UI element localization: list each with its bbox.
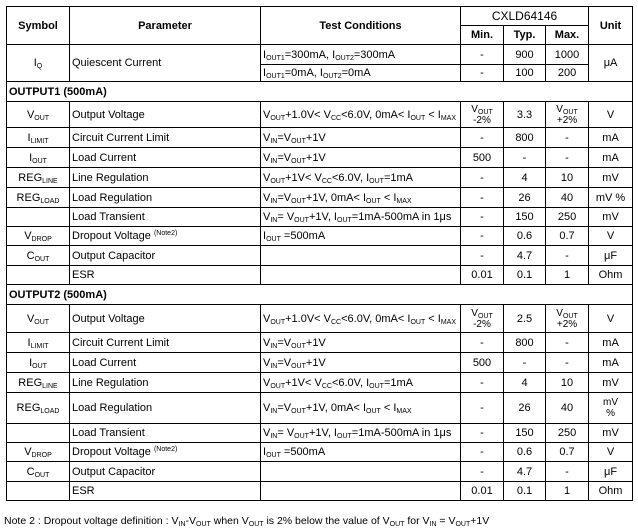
- iout-1-symbol: $I_{OUT}$: [7, 148, 70, 168]
- cout-2-typ: 4.7: [504, 462, 546, 482]
- regline-1-min: -: [461, 168, 504, 188]
- transient-2-min: -: [461, 424, 504, 443]
- table-row: [7, 333, 633, 353]
- ilimit-1-unit: mA: [589, 128, 633, 148]
- vout-1-symbol: $V_{OUT}$: [7, 102, 70, 128]
- cout-1-typ: 4.7: [504, 246, 546, 266]
- regline-1-parameter: Line Regulation: [70, 168, 261, 188]
- parameter-header: Parameter: [70, 7, 261, 45]
- iq-2-typ: 100: [504, 65, 546, 82]
- iout-1-max: -: [546, 148, 589, 168]
- table-row: [7, 462, 633, 482]
- regline-2-min: -: [461, 373, 504, 393]
- vout-2-symbol: $V_{OUT}$: [7, 305, 70, 333]
- regline-1-typ: 4: [504, 168, 546, 188]
- iout-1-unit: mA: [589, 148, 633, 168]
- vout-1-unit: V: [589, 102, 633, 128]
- table-row: [7, 102, 633, 128]
- vout-2-unit: V: [589, 305, 633, 333]
- vdrop-2-typ: 0.6: [504, 443, 546, 462]
- vout-2-min: $V_{OUT}$ -2%: [461, 305, 504, 333]
- vout-2-typ: 2.5: [504, 305, 546, 333]
- transient-1-unit: mV: [589, 208, 633, 227]
- esr-2-max: 1: [546, 482, 589, 501]
- table-row: [7, 128, 633, 148]
- iout-1-min: 500: [461, 148, 504, 168]
- vdrop-1-typ: 0.6: [504, 227, 546, 246]
- symbol-header: Symbol: [7, 7, 70, 45]
- regload-1-symbol: $REG_{LOAD}$: [7, 188, 70, 208]
- iq-2-max: 200: [546, 65, 589, 82]
- vout-1-max: $V_{OUT}$ +2%: [546, 102, 589, 128]
- unit-header: Unit: [589, 7, 633, 45]
- ilimit-2-conditions: $V_{IN}=V_{OUT}+1V$: [261, 333, 461, 353]
- table-row: [7, 482, 633, 501]
- vdrop-1-parameter: Dropout Voltage $^{(Note2)}$: [70, 227, 261, 246]
- esr-2-symbol: [7, 482, 70, 501]
- ilimit-1-typ: 800: [504, 128, 546, 148]
- iq-1-typ: 900: [504, 45, 546, 65]
- section-label: OUTPUT1 (500mA): [7, 82, 633, 102]
- esr-1-conditions: [261, 266, 461, 285]
- vdrop-1-conditions: $I_{OUT} =500mA$: [261, 227, 461, 246]
- transient-1-parameter: Load Transient: [70, 208, 261, 227]
- vout-2-max: $V_{OUT}$ +2%: [546, 305, 589, 333]
- esr-1-symbol: [7, 266, 70, 285]
- transient-1-symbol: [7, 208, 70, 227]
- iout-2-unit: mA: [589, 353, 633, 373]
- table-row: [7, 168, 633, 188]
- section-label: OUTPUT2 (500mA): [7, 285, 633, 305]
- regload-2-min: -: [461, 393, 504, 424]
- regload-2-unit: mV %: [589, 393, 633, 424]
- vdrop-1-unit: V: [589, 227, 633, 246]
- cout-2-symbol: $C_{OUT}$: [7, 462, 70, 482]
- transient-1-conditions: $V_{IN}= V_{OUT}+1V$, $I_{OUT}=1mA-500mA$ in 1μs: [261, 208, 461, 227]
- vdrop-2-parameter: Dropout Voltage $^{(Note2)}$: [70, 443, 261, 462]
- transient-2-unit: mV: [589, 424, 633, 443]
- regload-1-min: -: [461, 188, 504, 208]
- transient-1-max: 250: [546, 208, 589, 227]
- table-row: [7, 227, 633, 246]
- regload-1-typ: 26: [504, 188, 546, 208]
- ilimit-2-symbol: $I_{LIMIT}$: [7, 333, 70, 353]
- vout-1-typ: 3.3: [504, 102, 546, 128]
- esr-2-parameter: ESR: [70, 482, 261, 501]
- regload-2-conditions: $V_{IN}=V_{OUT}+1V$, $0mA< I_{OUT} < I_{MAX}$: [261, 393, 461, 424]
- iq-1-parameter: Quiescent Current: [70, 45, 261, 82]
- table-row: [7, 424, 633, 443]
- vout-2-parameter: Output Voltage: [70, 305, 261, 333]
- transient-1-typ: 150: [504, 208, 546, 227]
- ilimit-2-max: -: [546, 333, 589, 353]
- vout-1-parameter: Output Voltage: [70, 102, 261, 128]
- typ-header: Typ.: [504, 26, 546, 45]
- esr-2-conditions: [261, 482, 461, 501]
- esr-1-parameter: ESR: [70, 266, 261, 285]
- table-row: [7, 373, 633, 393]
- transient-1-min: -: [461, 208, 504, 227]
- regline-1-conditions: $V_{OUT}+1V< V_{CC}<6.0V$, $I_{OUT}=1mA$: [261, 168, 461, 188]
- cout-2-min: -: [461, 462, 504, 482]
- vdrop-2-conditions: $I_{OUT} =500mA$: [261, 443, 461, 462]
- section-row: [7, 82, 633, 102]
- regload-2-typ: 26: [504, 393, 546, 424]
- vdrop-2-unit: V: [589, 443, 633, 462]
- cout-1-unit: μF: [589, 246, 633, 266]
- ilimit-1-conditions: $V_{IN}=V_{OUT}+1V$: [261, 128, 461, 148]
- vdrop-2-min: -: [461, 443, 504, 462]
- table-row: [7, 393, 633, 424]
- iq-1-conditions: $I_{OUT1}=300mA$, $I_{OUT2}=300mA$: [261, 45, 461, 65]
- vout-1-min: $V_{OUT}$ -2%: [461, 102, 504, 128]
- ilimit-2-parameter: Circuit Current Limit: [70, 333, 261, 353]
- iq-2-min: -: [461, 65, 504, 82]
- ilimit-1-min: -: [461, 128, 504, 148]
- vdrop-1-symbol: $V_{DROP}$: [7, 227, 70, 246]
- cout-1-min: -: [461, 246, 504, 266]
- regline-2-typ: 4: [504, 373, 546, 393]
- cout-1-symbol: $C_{OUT}$: [7, 246, 70, 266]
- table-row: [7, 188, 633, 208]
- iq-1-symbol: $I_Q$: [7, 45, 70, 82]
- ilimit-2-min: -: [461, 333, 504, 353]
- iout-2-min: 500: [461, 353, 504, 373]
- cout-1-max: -: [546, 246, 589, 266]
- table-row: [7, 266, 633, 285]
- esr-1-typ: 0.1: [504, 266, 546, 285]
- electrical-characteristics-table: [6, 6, 633, 501]
- iout-1-typ: -: [504, 148, 546, 168]
- ilimit-1-parameter: Circuit Current Limit: [70, 128, 261, 148]
- regline-2-max: 10: [546, 373, 589, 393]
- esr-2-unit: Ohm: [589, 482, 633, 501]
- regline-1-max: 10: [546, 168, 589, 188]
- iq-2-conditions: $I_{OUT1}=0mA$, $I_{OUT2}=0mA$: [261, 65, 461, 82]
- section-row: [7, 285, 633, 305]
- ilimit-2-unit: mA: [589, 333, 633, 353]
- max-header: Max.: [546, 26, 589, 45]
- cout-2-conditions: [261, 462, 461, 482]
- vout-1-conditions: $V_{OUT}+1.0V< V_{CC}<6.0V$, $0mA< I_{OUT} < I_{MAX}$: [261, 102, 461, 128]
- regload-2-parameter: Load Regulation: [70, 393, 261, 424]
- regline-1-symbol: $REG_{LINE}$: [7, 168, 70, 188]
- iq-1-min: -: [461, 45, 504, 65]
- table-row: [7, 353, 633, 373]
- table-row: [7, 208, 633, 227]
- regload-1-conditions: $V_{IN}=V_{OUT}+1V$, $0mA< I_{OUT} < I_{MAX}$: [261, 188, 461, 208]
- table-row: [7, 305, 633, 333]
- regload-2-symbol: $REG_{LOAD}$: [7, 393, 70, 424]
- iout-1-conditions: $V_{IN}=V_{OUT}+1V$: [261, 148, 461, 168]
- esr-1-unit: Ohm: [589, 266, 633, 285]
- ilimit-1-max: -: [546, 128, 589, 148]
- esr-2-typ: 0.1: [504, 482, 546, 501]
- transient-2-typ: 150: [504, 424, 546, 443]
- cout-2-unit: μF: [589, 462, 633, 482]
- regline-2-conditions: $V_{OUT}+1V< V_{CC}<6.0V$, $I_{OUT}=1mA$: [261, 373, 461, 393]
- part-number-header: CXLD64146: [461, 7, 589, 26]
- cout-2-parameter: Output Capacitor: [70, 462, 261, 482]
- esr-2-min: 0.01: [461, 482, 504, 501]
- iout-2-max: -: [546, 353, 589, 373]
- vdrop-1-min: -: [461, 227, 504, 246]
- conditions-header: Test Conditions: [261, 7, 461, 45]
- transient-2-symbol: [7, 424, 70, 443]
- table-row: [7, 148, 633, 168]
- iout-1-parameter: Load Current: [70, 148, 261, 168]
- esr-1-min: 0.01: [461, 266, 504, 285]
- esr-1-max: 1: [546, 266, 589, 285]
- regload-1-unit: mV %: [589, 188, 633, 208]
- table-row: [7, 45, 633, 65]
- cout-2-max: -: [546, 462, 589, 482]
- regline-1-unit: mV: [589, 168, 633, 188]
- vdrop-2-symbol: $V_{DROP}$: [7, 443, 70, 462]
- regload-2-max: 40: [546, 393, 589, 424]
- vdrop-2-max: 0.7: [546, 443, 589, 462]
- table-body: [7, 45, 633, 501]
- iout-2-parameter: Load Current: [70, 353, 261, 373]
- regline-2-parameter: Line Regulation: [70, 373, 261, 393]
- iout-2-typ: -: [504, 353, 546, 373]
- iq-1-max: 1000: [546, 45, 589, 65]
- vdrop-1-max: 0.7: [546, 227, 589, 246]
- header-row: [7, 7, 633, 26]
- cout-1-parameter: Output Capacitor: [70, 246, 261, 266]
- regload-1-max: 40: [546, 188, 589, 208]
- min-header: Min.: [461, 26, 504, 45]
- regload-1-parameter: Load Regulation: [70, 188, 261, 208]
- iout-2-conditions: $V_{IN}=V_{OUT}+1V$: [261, 353, 461, 373]
- table-row: [7, 443, 633, 462]
- table-row: [7, 246, 633, 266]
- ilimit-1-symbol: $I_{LIMIT}$: [7, 128, 70, 148]
- vout-2-conditions: $V_{OUT}+1.0V< V_{CC}<6.0V$, $0mA< I_{OUT} < I_{MAX}$: [261, 305, 461, 333]
- dropout-voltage-note: Note 2 : Dropout voltage definition : $V_{IN}-V_{OUT}$ when $V_{OUT}$ is 2% below the value of $V_{OUT}$ for $V_{IN} = V_{OUT}+1V$: [4, 515, 490, 528]
- iout-2-symbol: $I_{OUT}$: [7, 353, 70, 373]
- regline-2-unit: mV: [589, 373, 633, 393]
- iq-1-unit: μA: [589, 45, 633, 82]
- cout-1-conditions: [261, 246, 461, 266]
- transient-2-conditions: $V_{IN}= V_{OUT}+1V$, $I_{OUT}=1mA-500mA$ in 1μs: [261, 424, 461, 443]
- transient-2-max: 250: [546, 424, 589, 443]
- ilimit-2-typ: 800: [504, 333, 546, 353]
- regline-2-symbol: $REG_{LINE}$: [7, 373, 70, 393]
- transient-2-parameter: Load Transient: [70, 424, 261, 443]
